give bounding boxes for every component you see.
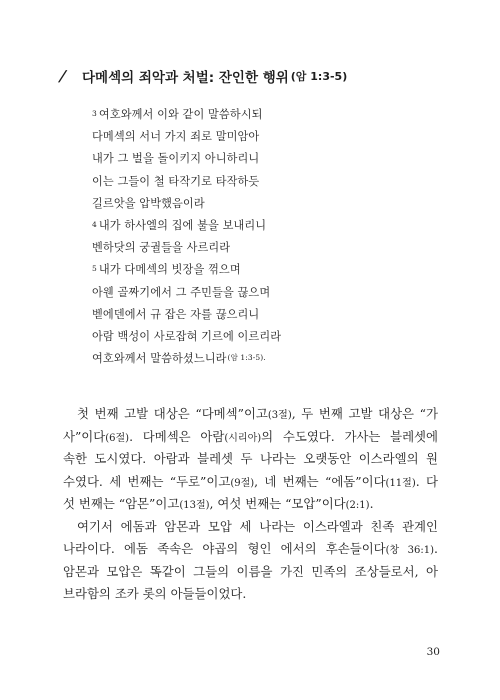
text-run: 섯 번째는 “암몬”이고 [63, 496, 180, 511]
paragraph-line [63, 426, 438, 449]
verse-line [92, 304, 432, 326]
text-run: 수였다. 세 번째는 “두로”이고 [63, 473, 231, 489]
paragraph-line [63, 471, 438, 494]
reference-note: (11절) [385, 477, 416, 489]
body-text [63, 403, 438, 606]
paragraph-line [63, 493, 438, 516]
verse-number: 5 [92, 264, 97, 274]
page-number: 30 [426, 646, 440, 658]
verse-text: 내가 다메섹의 빗장을 꺾으며 [98, 263, 241, 277]
verse-line [92, 104, 432, 126]
text-run: 나라이다. 에돔 족속은 야곱의 형인 에서의 후손들이다 [63, 541, 386, 556]
paragraph-1 [63, 403, 438, 516]
text-run: , 두 번째 고발 대상은 “가 [291, 406, 438, 421]
verse-line [92, 237, 432, 259]
paragraph-line [63, 516, 438, 539]
text-run: . [434, 541, 438, 556]
verse-number: 4 [92, 219, 97, 229]
verse-text: 여호와께서 말씀하셨느니라 [92, 352, 227, 366]
verse-text: 아웬 골짜기에서 그 주민들을 끊으며 [92, 285, 271, 299]
verse-text: 길르앗을 압박했음이라 [92, 196, 205, 210]
text-run: . [369, 496, 374, 511]
verse-line [92, 326, 432, 348]
verse-line [92, 259, 432, 281]
scripture-quote [92, 104, 432, 370]
paragraph-line [63, 538, 438, 561]
text-run: , 여섯 번째는 “모압”이다 [209, 496, 346, 511]
verse-line [92, 171, 432, 193]
text-run: 여기서 에돔과 암몬과 모압 세 나라는 이스라엘과 친족 관계인 [77, 518, 438, 534]
text-run: 속한 도시였다. 아람과 블레셋 두 나라는 오랫동안 이스라엘의 원 [63, 451, 438, 466]
verse-line [92, 148, 432, 170]
verse-text: 벤하닷의 궁궐들을 사르리라 [92, 241, 231, 255]
text-run: 암몬과 모압은 똑같이 그들의 이름을 가진 민족의 조상들로서, 아 [63, 563, 438, 579]
reference-note: (시리아) [224, 432, 262, 444]
text-run: . 다 [415, 473, 438, 489]
verse-line [92, 282, 432, 304]
verse-number: 3 [92, 109, 97, 118]
verse-text: 내가 그 벌을 돌이키지 아니하리니 [92, 152, 260, 166]
verse-line [92, 193, 432, 215]
verse-text: 내가 하사엘의 집에 불을 보내리니 [98, 218, 267, 232]
reference-note: (2:1) [345, 500, 370, 511]
verse-text: 다메섹의 서너 가지 죄로 말미암아 [92, 130, 260, 144]
section-reference: (암 1:3-5) [290, 70, 348, 83]
reference-note: (3절) [267, 410, 292, 421]
text-run: 의 수도였다. 가사는 블레셋에 [261, 428, 438, 444]
verse-line [92, 348, 432, 370]
section-heading [57, 66, 480, 86]
verse-citation: (암 1:3-5). [227, 353, 266, 363]
reference-note: (9절) [230, 477, 255, 489]
paragraph-line [63, 403, 438, 426]
verse-line [92, 126, 432, 148]
paragraph-2 [63, 516, 438, 606]
verse-line [92, 215, 432, 237]
reference-note: (창 36:1) [385, 545, 435, 556]
text-run: , 네 번째는 “에돔”이다 [254, 473, 386, 489]
verse-text: 여호와께서 이와 같이 말씀하시되 [98, 108, 263, 121]
paragraph-line [63, 448, 438, 471]
text-run: 브라함의 조카 롯의 아들들이었다. [63, 586, 247, 601]
text-run: 첫 번째 고발 대상은 “다메섹”이고 [77, 406, 268, 421]
paragraph-line [63, 583, 438, 606]
slash-marker-icon: / [57, 67, 69, 85]
text-run: . 다메섹은 아람 [129, 428, 225, 444]
paragraph-line [63, 561, 438, 584]
section-title: 다메섹의 죄악과 처벌: 잔인한 행위 [82, 70, 289, 86]
text-run: 사”이다 [63, 428, 106, 444]
verse-text: 벧에덴에서 규 잡은 자를 끊으리니 [92, 307, 260, 321]
verse-text: 이는 그들이 철 타작기로 타작하듯 [92, 174, 260, 188]
reference-note: (13절) [179, 500, 210, 511]
reference-note: (6절) [105, 432, 130, 444]
verse-text: 아람 백성이 사로잡혀 기르에 이르리라 [92, 329, 282, 343]
